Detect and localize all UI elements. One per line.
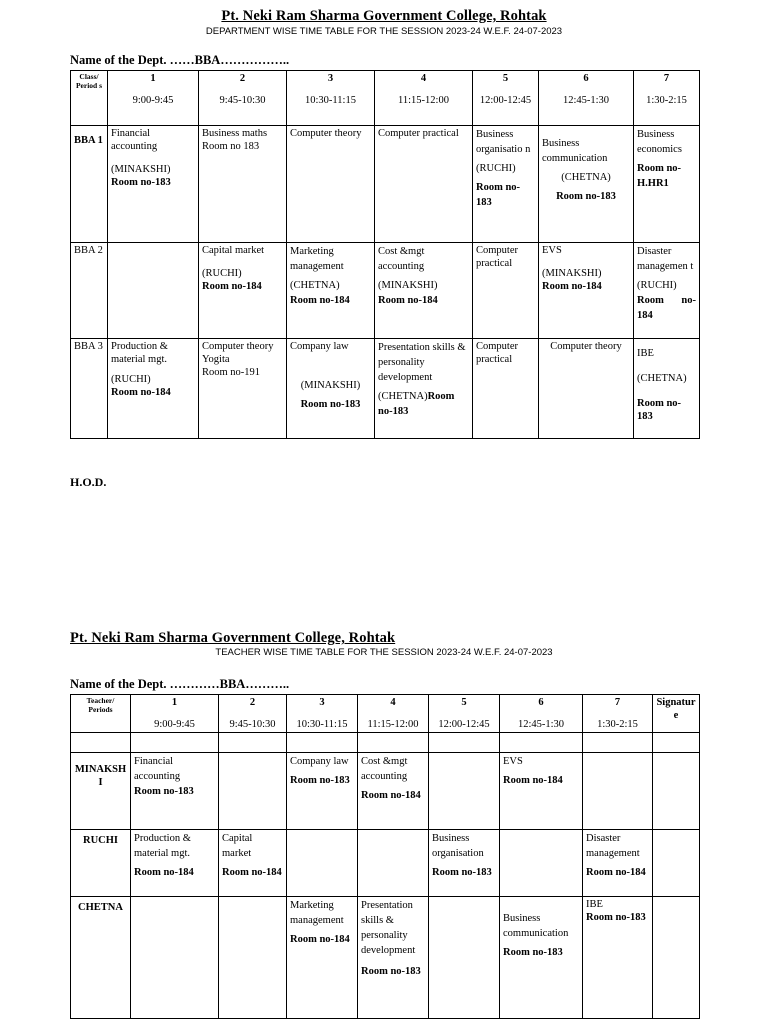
period-header: 7 1:30-2:15: [634, 71, 700, 126]
timetable-cell: Business maths Room no 183: [199, 126, 287, 243]
teacher-row: [71, 753, 700, 830]
period-header: 6 12:45-1:30: [500, 695, 583, 733]
timetable-cell: Capital market Room no-184: [219, 830, 287, 897]
timetable-cell: Company law Room no-183: [287, 753, 358, 830]
corner-cell: Class/ Period s: [71, 71, 108, 126]
timetable-cell: Disaster managemen t (RUCHI) Room no-184: [634, 243, 700, 339]
class-label: BBA 3: [71, 339, 108, 439]
timetable-cell: [287, 830, 358, 897]
signature-cell: [653, 897, 700, 1019]
class-label: BBA 1: [71, 126, 108, 243]
timetable-cell: Marketing management (CHETNA) Room no-184: [287, 243, 375, 339]
college-title: Pt. Neki Ram Sharma Government College, Rohtak: [221, 8, 547, 24]
teacher-row: [71, 830, 700, 897]
timetable-cell: Computer theory: [539, 339, 634, 439]
period-header: 2 9:45-10:30: [199, 71, 287, 126]
timetable-cell: IBE (CHETNA) Room no-183: [634, 339, 700, 439]
timetable-cell: [429, 753, 500, 830]
timetable-cell: [219, 897, 287, 1019]
class-row: [71, 339, 700, 439]
timetable-cell: [583, 753, 653, 830]
timetable-cell: Cost &mgt accounting Room no-184: [358, 753, 429, 830]
timetable-cell: Company law (MINAKSHI) Room no-183: [287, 339, 375, 439]
period-header: 6 12:45-1:30: [539, 71, 634, 126]
timetable-cell: Presentation skills & personality development Room no-183: [358, 897, 429, 1019]
timetable-cell: Financial accounting Room no-183: [131, 753, 219, 830]
timetable-cell: Presentation skills & personality development (CHETNA)Room no-183: [375, 339, 473, 439]
timetable-cell: Capital market (RUCHI) Room no-184: [199, 243, 287, 339]
teacher-header-row: [71, 695, 700, 733]
timetable-cell: Cost &mgt accounting (MINAKSHI) Room no-184: [375, 243, 473, 339]
timetable-cell: IBE Room no-183: [583, 897, 653, 1019]
signature-header: Signature: [653, 695, 700, 733]
hod-label: H.O.D.: [70, 475, 107, 489]
teacher-timetable: [70, 694, 700, 1019]
timetable-cell: Computer theory: [287, 126, 375, 243]
timetable-cell: Computer practical: [473, 339, 539, 439]
timetable-cell: Computer practical: [473, 243, 539, 339]
teacher-row: [71, 897, 700, 1019]
timetable-cell: Marketing management Room no-184: [287, 897, 358, 1019]
period-header: 4 11:15-12:00: [375, 71, 473, 126]
timetable-cell: Computer theory Yogita Room no-191: [199, 339, 287, 439]
corner-cell: Teacher/ Periods: [71, 695, 131, 733]
period-header: 3 10:30-11:15: [287, 71, 375, 126]
dept-timetable-subtitle: DEPARTMENT WISE TIME TABLE FOR THE SESSION 2023-24 W.E.F. 24-07-2023: [205, 26, 563, 37]
timetable-cell: [108, 243, 199, 339]
header-row: [71, 71, 700, 126]
spacer-row: [71, 733, 700, 753]
timetable-cell: Production & material mgt. (RUCHI) Room no-184: [108, 339, 199, 439]
timetable-cell: Business communication Room no-183: [500, 897, 583, 1019]
timetable-cell: Business organisatio n (RUCHI) Room no-183: [473, 126, 539, 243]
period-header: 4 11:15-12:00: [358, 695, 429, 733]
period-header: 7 1:30-2:15: [583, 695, 653, 733]
period-header: 1 9:00-9:45: [108, 71, 199, 126]
signature-cell: [653, 830, 700, 897]
period-header: 5 12:00-12:45: [429, 695, 500, 733]
period-header: 1 9:00-9:45: [131, 695, 219, 733]
teacher-dept-name-line: Name of the Dept. …………BBA………..: [70, 677, 290, 691]
timetable-cell: Business organisation Room no-183: [429, 830, 500, 897]
period-header: 2 9:45-10:30: [219, 695, 287, 733]
timetable-cell: Business economics Room no-H.HR1: [634, 126, 700, 243]
class-row: [71, 243, 700, 339]
college-title-2: Pt. Neki Ram Sharma Government College, Rohtak: [70, 630, 396, 646]
timetable-cell: EVS (MINAKSHI) Room no-184: [539, 243, 634, 339]
timetable-cell: [131, 897, 219, 1019]
teacher-label: CHETNA: [71, 897, 131, 1019]
timetable-cell: [500, 830, 583, 897]
timetable-cell: EVS Room no-184: [500, 753, 583, 830]
timetable-cell: Production & material mgt. Room no-184: [131, 830, 219, 897]
timetable-cell: Computer practical: [375, 126, 473, 243]
teacher-label: RUCHI: [71, 830, 131, 897]
dept-name-line: Name of the Dept. ……BBA……………..: [70, 53, 290, 67]
signature-cell: [653, 753, 700, 830]
teacher-timetable-subtitle: TEACHER WISE TIME TABLE FOR THE SESSION 2023-24 W.E.F. 24-07-2023: [215, 647, 553, 658]
timetable-cell: Disaster management Room no-184: [583, 830, 653, 897]
timetable-cell: Business communication (CHETNA) Room no-183: [539, 126, 634, 243]
timetable-cell: [358, 830, 429, 897]
period-header: 3 10:30-11:15: [287, 695, 358, 733]
class-row: [71, 126, 700, 243]
timetable-cell: [219, 753, 287, 830]
timetable-cell: Financial accounting (MINAKSHI) Room no-183: [108, 126, 199, 243]
class-label: BBA 2: [71, 243, 108, 339]
period-header: 5 12:00-12:45: [473, 71, 539, 126]
teacher-label: MINAKSHI: [71, 753, 131, 830]
timetable-cell: [429, 897, 500, 1019]
dept-timetable: [70, 70, 700, 439]
